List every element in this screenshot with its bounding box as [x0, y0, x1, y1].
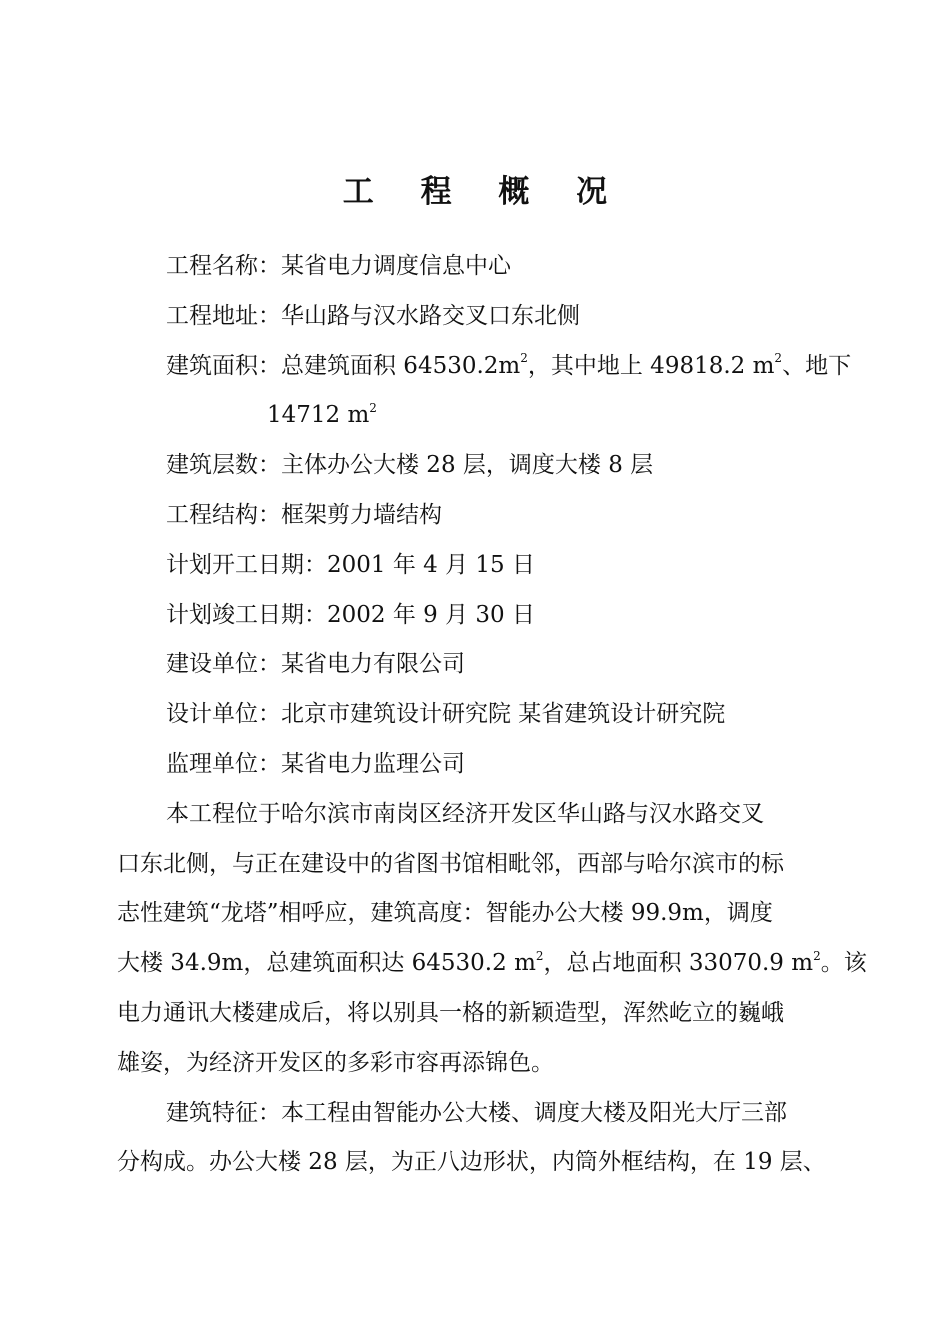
paragraph-line: 建筑特征：本工程由智能办公大楼、调度大楼及阳光大厅三部	[166, 1099, 787, 1126]
line-part: 大楼 34.9m，总建筑面积达 64530.2 m	[117, 950, 536, 977]
paragraph-line: 口东北侧，与正在建设中的省图书馆相毗邻，西部与哈尔滨市的标	[117, 850, 784, 877]
paragraph-features	[117, 1089, 837, 1189]
area-text-c: 、地下	[782, 352, 852, 379]
page-title: 工 程 概 况	[342, 174, 626, 210]
field-owner: 建设单位：某省电力有限公司	[166, 651, 465, 678]
field-designer: 设计单位：北京市建筑设计研究院 某省建筑设计研究院	[166, 701, 726, 728]
area-text-a: 建筑面积：总建筑面积 64530.2m	[166, 352, 521, 379]
paragraph-overview	[117, 790, 867, 1089]
field-start-date: 计划开工日期：2001 年 4 月 15 日	[166, 551, 535, 578]
field-building-area-cont	[117, 391, 837, 441]
superscript: 2	[535, 948, 544, 963]
paragraph-line: 志性建筑“龙塔”相呼应，建筑高度：智能办公大楼 99.9m，调度	[117, 900, 773, 927]
area-text-b: ，其中地上 49818.2 m	[527, 352, 775, 379]
field-building-area	[117, 342, 852, 392]
superscript: 2	[774, 350, 783, 365]
field-structure: 工程结构：框架剪力墙结构	[166, 501, 442, 528]
superscript: 2	[520, 350, 528, 365]
line-part: ，总占地面积 33070.9 m	[543, 950, 814, 977]
field-project-address: 工程地址：华山路与汉水路交叉口东北侧	[166, 302, 580, 329]
paragraph-line: 分构成。办公大楼 28 层，为正八边形状，内筒外框结构，在 19 层、	[117, 1149, 826, 1176]
area-text-d: 14712 m	[267, 402, 370, 429]
paragraph-line	[117, 939, 867, 989]
paragraph-line: 雄姿，为经济开发区的多彩市容再添锦色。	[117, 1049, 554, 1076]
line-part: 。该	[820, 950, 867, 977]
field-project-name: 工程名称：某省电力调度信息中心	[166, 253, 511, 279]
field-supervisor: 监理单位：某省电力监理公司	[166, 750, 465, 777]
paragraph-line: 电力通讯大楼建成后，将以别具一格的新颖造型，浑然屹立的巍峨	[117, 999, 784, 1026]
field-floors: 建筑层数：主体办公大楼 28 层，调度大楼 8 层	[166, 452, 654, 479]
superscript: 2	[369, 400, 377, 415]
paragraph-line: 本工程位于哈尔滨市南岗区经济开发区华山路与汉水路交叉	[166, 800, 764, 827]
field-finish-date: 计划竣工日期：2002 年 9 月 30 日	[166, 601, 535, 628]
document-body	[117, 242, 867, 1188]
superscript: 2	[813, 948, 821, 963]
